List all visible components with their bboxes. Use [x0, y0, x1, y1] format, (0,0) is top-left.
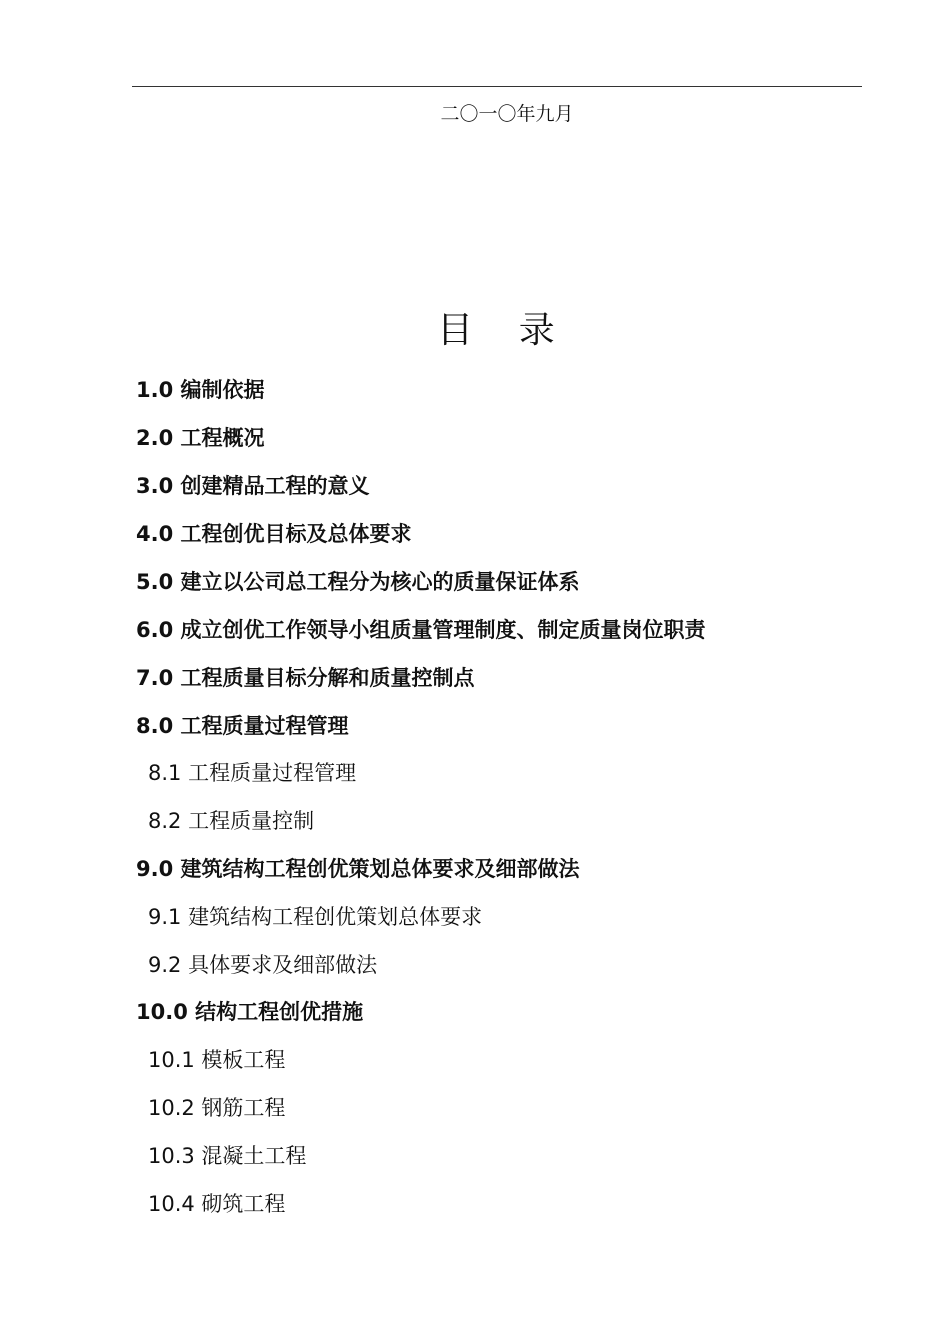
toc-item[interactable]: 3.0 创建精品工程的意义 — [136, 474, 370, 498]
toc-subitem[interactable]: 10.2 钢筋工程 — [148, 1096, 286, 1120]
toc-title: 目 录 — [437, 310, 555, 351]
toc-item[interactable]: 9.0 建筑结构工程创优策划总体要求及细部做法 — [136, 857, 580, 881]
toc-item[interactable]: 8.0 工程质量过程管理 — [136, 714, 349, 738]
toc-item[interactable]: 4.0 工程创优目标及总体要求 — [136, 522, 412, 546]
document-date: 二〇一〇年九月 — [440, 103, 574, 125]
toc-item[interactable]: 7.0 工程质量目标分解和质量控制点 — [136, 666, 475, 690]
toc-item[interactable]: 5.0 建立以公司总工程分为核心的质量保证体系 — [136, 570, 580, 594]
toc-item[interactable]: 6.0 成立创优工作领导小组质量管理制度、制定质量岗位职责 — [136, 618, 706, 642]
toc-subitem[interactable]: 10.4 砌筑工程 — [148, 1192, 286, 1216]
toc-subitem[interactable]: 8.1 工程质量过程管理 — [148, 761, 357, 785]
toc-subitem[interactable]: 10.1 模板工程 — [148, 1048, 286, 1072]
toc-item[interactable]: 2.0 工程概况 — [136, 426, 265, 450]
toc-item[interactable]: 10.0 结构工程创优措施 — [136, 1000, 364, 1024]
toc-subitem[interactable]: 10.3 混凝土工程 — [148, 1144, 307, 1168]
toc-subitem[interactable]: 8.2 工程质量控制 — [148, 809, 315, 833]
toc-subitem[interactable]: 9.1 建筑结构工程创优策划总体要求 — [148, 905, 483, 929]
toc-item[interactable]: 1.0 编制依据 — [136, 378, 265, 402]
toc-subitem[interactable]: 9.2 具体要求及细部做法 — [148, 953, 378, 977]
